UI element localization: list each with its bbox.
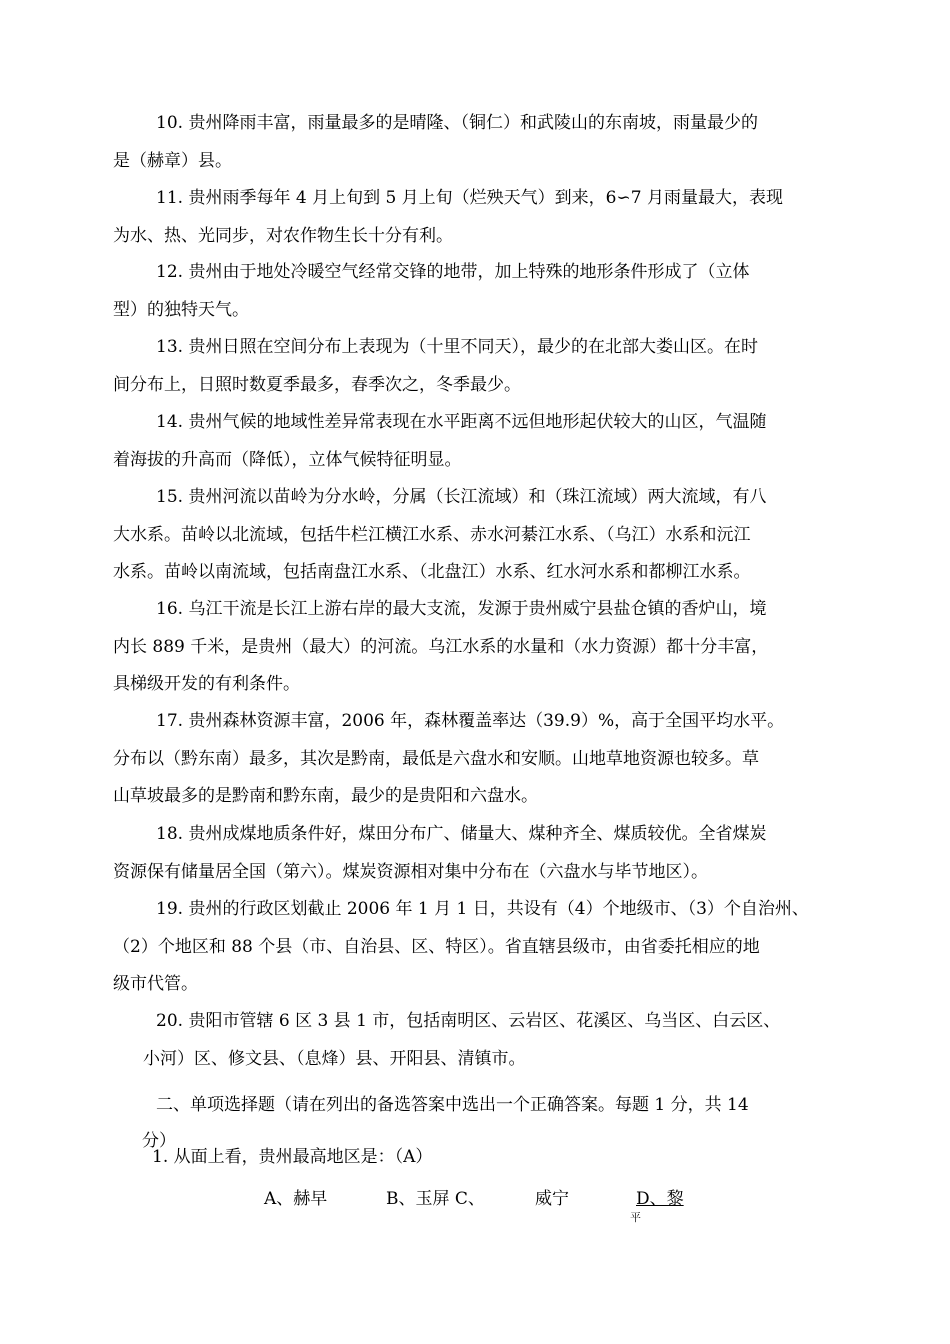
section-line: 分） — [142, 1131, 176, 1151]
item-line: 是（赫章）县。 — [113, 150, 232, 171]
option-d: D、黎 — [636, 1189, 684, 1209]
item-line: 山草坡最多的是黔南和黔东南，最少的是贵阳和六盘水。 — [113, 786, 538, 806]
item-15 — [113, 479, 848, 592]
item-line: 10. 贵州降雨丰富，雨量最多的是晴隆、（铜仁）和武陵山的东南坡，雨量最少的 — [156, 113, 758, 133]
item-17 — [113, 703, 848, 816]
item-line: 11. 贵州雨季每年 4 月上旬到 5 月上旬（烂殃天气）到来，6∽7 月雨量最大，表现 — [156, 188, 783, 208]
item-line: 17. 贵州森林资源丰富，2006 年，森林覆盖率达（39.9）%，高于全国平均水平。 — [156, 711, 785, 731]
item-14 — [113, 404, 848, 479]
item-16 — [113, 591, 848, 704]
item-line: 12. 贵州由于地处冷暖空气经常交锋的地带，加上特殊的地形条件形成了（立体 — [156, 262, 750, 282]
item-line: 15. 贵州河流以苗岭为分水岭，分属（长江流域）和（珠江流域）两大流域，有八 — [156, 487, 767, 507]
item-line: 资源保有储量居全国（第六）。煤炭资源相对集中分布在（六盘水与毕节地区）。 — [113, 861, 708, 882]
option-a: A、赫早 — [264, 1189, 328, 1209]
item-line: 14. 贵州气候的地域性差异常表现在水平距离不远但地形起伏较大的山区，气温随 — [156, 412, 767, 432]
item-line: 大水系。苗岭以北流域，包括牛栏江横江水系、赤水河綦江水系、（乌江）水系和沅江 — [113, 524, 751, 545]
item-10 — [113, 105, 848, 180]
item-line: 水系。苗岭以南流域，包括南盘江水系、（北盘江）水系、红水河水系和都柳江水系。 — [113, 562, 751, 582]
section-line: 二、单项选择题（请在列出的备选答案中选出一个正确答案。每题 1 分，共 14 — [156, 1095, 749, 1115]
truncated-text-fragment: 平 — [630, 1211, 641, 1224]
item-line: 20. 贵阳市管辖 6 区 3 县 1 市，包括南明区、云岩区、花溪区、乌当区、白云区、 — [156, 1011, 781, 1031]
item-line: 分布以（黔东南）最多，其次是黔南，最低是六盘水和安顺。山地草地资源也较多。草 — [113, 748, 759, 769]
item-line: 小河）区、修文县、（息烽）县、开阳县、清镇市。 — [143, 1048, 526, 1069]
item-12 — [113, 254, 848, 329]
item-line: 级市代管。 — [113, 974, 198, 994]
item-18 — [113, 816, 848, 891]
option-c: 威宁 — [535, 1189, 569, 1209]
item-19 — [113, 891, 848, 1004]
item-line: 着海拔的升高而（降低），立体气候特征明显。 — [113, 449, 462, 470]
item-line: 内长 889 千米，是贵州（最大）的河流。乌江水系的水量和（水力资源）都十分丰富， — [113, 636, 769, 657]
item-line: 18. 贵州成煤地质条件好，煤田分布广、储量大、煤种齐全、煤质较优。全省煤炭 — [156, 824, 767, 844]
item-line: 13. 贵州日照在空间分布上表现为（十里不同天），最少的在北部大娄山区。在时 — [156, 337, 758, 357]
item-line: 为水、热、光同步，对农作物生长十分有利。 — [113, 225, 453, 246]
item-line: 19. 贵州的行政区划截止 2006 年 1 月 1 日，共设有（4）个地级市、（3）个自治州、 — [156, 899, 809, 919]
item-line: 具梯级开发的有利条件。 — [113, 674, 300, 694]
item-11 — [113, 180, 848, 255]
item-line: （2）个地区和 88 个县（市、自治县、区、特区）。省直辖县级市，由省委托相应的地 — [113, 936, 760, 957]
question-1-stem: 1. 从面上看，贵州最高地区是：（A） — [152, 1147, 433, 1167]
item-line: 16. 乌江干流是长江上游右岸的最大支流，发源于贵州威宁县盐仓镇的香炉山，境 — [156, 599, 767, 619]
item-13 — [113, 329, 848, 404]
item-20 — [113, 1003, 848, 1078]
item-line: 间分布上，日照时数夏季最多，春季次之，冬季最少。 — [113, 374, 521, 395]
option-b: B、玉屏 C、 — [386, 1189, 485, 1209]
item-line: 型）的独特天气。 — [113, 299, 249, 320]
